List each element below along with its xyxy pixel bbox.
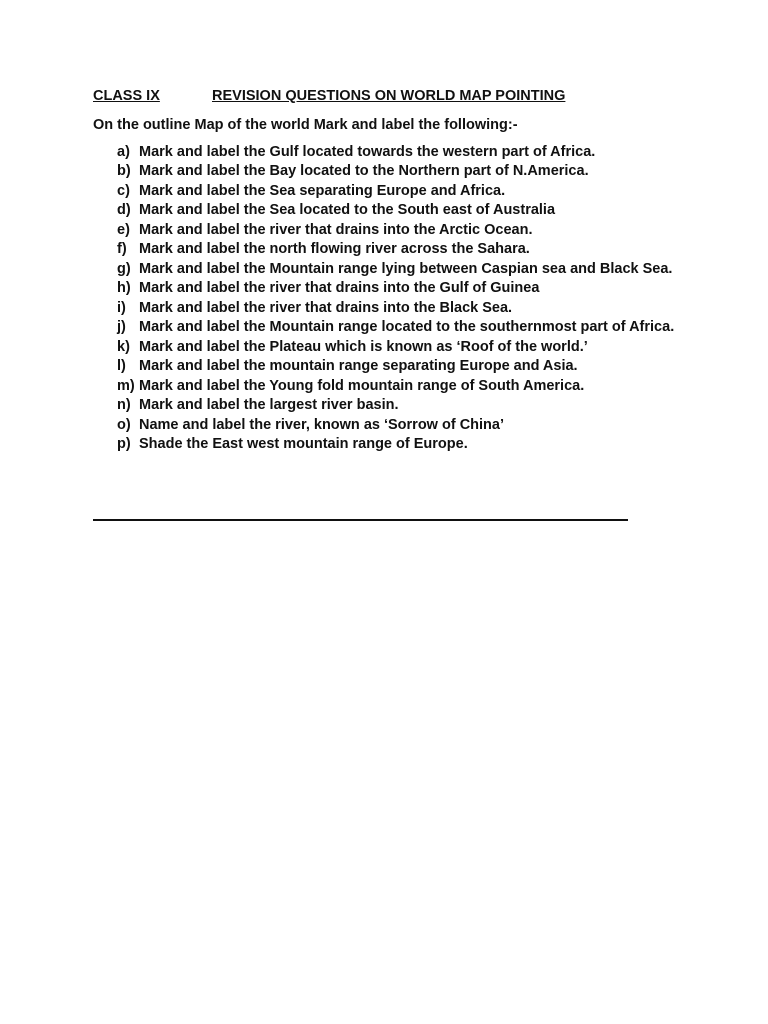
item-text: Mark and label the largest river basin. bbox=[139, 397, 399, 413]
list-item bbox=[93, 377, 693, 397]
item-label: o) bbox=[117, 416, 131, 433]
list-item bbox=[93, 260, 693, 280]
list-item bbox=[93, 143, 693, 163]
item-text: Shade the East west mountain range of Europe. bbox=[139, 436, 468, 452]
list-item bbox=[93, 318, 693, 338]
item-text: Mark and label the Mountain range lying between Caspian sea and Black Sea. bbox=[139, 260, 673, 277]
document-page bbox=[93, 86, 693, 455]
item-text: Mark and label the river that drains into the Arctic Ocean. bbox=[139, 221, 533, 238]
item-text: Mark and label the river that drains into the Gulf of Guinea bbox=[139, 280, 540, 296]
item-text: Mark and label the Plateau which is known as ‘Roof of the world.’ bbox=[139, 338, 588, 355]
item-text: Mark and label the mountain range separating Europe and Asia. bbox=[139, 358, 578, 374]
list-item bbox=[93, 396, 693, 416]
document-heading bbox=[93, 86, 693, 106]
item-label: p) bbox=[117, 436, 131, 452]
item-text: Mark and label the river that drains into the Black Sea. bbox=[139, 299, 513, 316]
list-item bbox=[93, 435, 693, 455]
item-label: g) bbox=[117, 260, 131, 277]
item-label: c) bbox=[117, 182, 130, 199]
instructions: On the outline Map of the world Mark and label the following:- bbox=[93, 117, 518, 133]
item-text: Mark and label the Sea separating Europe and Africa. bbox=[139, 182, 506, 199]
list-item bbox=[93, 279, 693, 299]
item-label: i) bbox=[117, 299, 126, 316]
item-text: Mark and label the Mountain range located to the southernmost part of Africa. bbox=[139, 319, 675, 335]
item-text: Mark and label the Bay located to the Northern part of N.America. bbox=[139, 163, 589, 179]
list-item bbox=[93, 162, 693, 182]
item-label: d) bbox=[117, 202, 131, 218]
class-label: CLASS IX bbox=[93, 88, 160, 104]
list-item bbox=[93, 416, 693, 436]
item-text: Mark and label the Sea located to the South east of Australia bbox=[139, 202, 556, 218]
list-item bbox=[93, 182, 693, 202]
item-label: h) bbox=[117, 280, 131, 296]
item-label: n) bbox=[117, 397, 131, 413]
question-list bbox=[93, 143, 693, 455]
item-label: l) bbox=[117, 358, 126, 374]
item-text: Mark and label the Gulf located towards the western part of Africa. bbox=[139, 143, 596, 160]
item-label: j) bbox=[117, 319, 126, 335]
item-text: Mark and label the north flowing river across the Sahara. bbox=[139, 241, 530, 257]
document-title: REVISION QUESTIONS ON WORLD MAP POINTING bbox=[212, 88, 566, 104]
item-text: Mark and label the Young fold mountain range of South America. bbox=[139, 377, 585, 394]
item-label: k) bbox=[117, 338, 130, 355]
item-label: m) bbox=[117, 377, 135, 394]
horizontal-rule bbox=[93, 519, 628, 521]
list-item bbox=[93, 299, 693, 319]
list-item bbox=[93, 201, 693, 221]
list-item bbox=[93, 221, 693, 241]
item-label: a) bbox=[117, 143, 130, 160]
item-label: e) bbox=[117, 221, 130, 238]
item-label: b) bbox=[117, 163, 131, 179]
item-text: Name and label the river, known as ‘Sorrow of China’ bbox=[139, 416, 505, 433]
list-item bbox=[93, 338, 693, 358]
item-label: f) bbox=[117, 241, 127, 257]
list-item bbox=[93, 240, 693, 260]
list-item bbox=[93, 357, 693, 377]
